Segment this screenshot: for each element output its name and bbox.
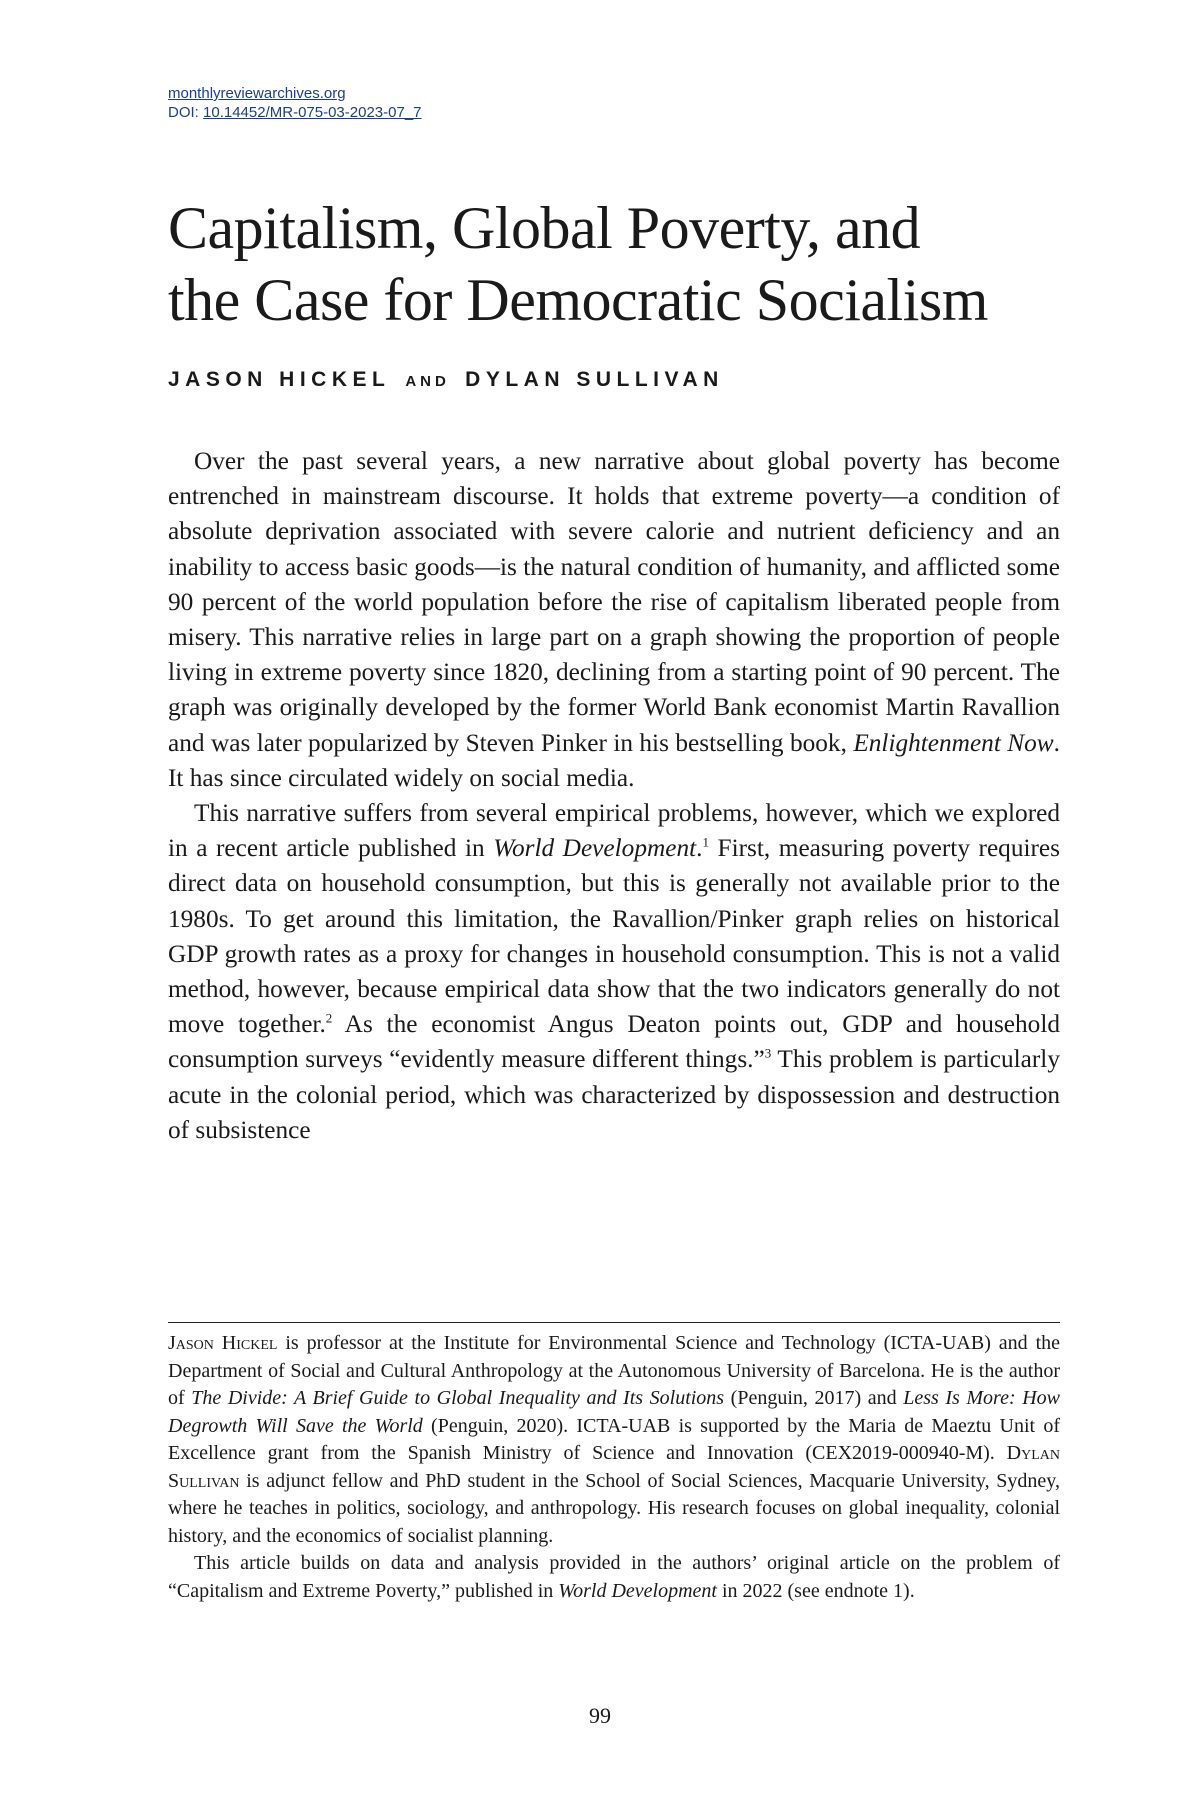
bio-text-c: (Penguin, 2020). ICTA-UAB is supported by the Maria de Maeztu Unit of Excellence grant from the Spanish Ministry of Science and Innovation (CEX2019-000940-M). [168, 1414, 1060, 1464]
source-journal: World Development [558, 1579, 717, 1602]
p2-text-d: This problem is particularly acute in the colonial period, which was characterized by dispossession and destruction of subsistence [168, 1045, 1060, 1144]
article-meta [168, 84, 1060, 122]
author-conjunction: AND [405, 373, 450, 390]
footnote-divider [168, 1322, 1060, 1323]
source-note [168, 1550, 1060, 1605]
doi-label: DOI: [168, 104, 199, 121]
title-line-2: the Case for Democratic Socialism [168, 267, 988, 333]
source-text-b: in 2022 (see endnote 1). [716, 1579, 915, 1602]
site-link[interactable]: monthlyreviewarchives.org [168, 85, 346, 102]
body-paragraph-1 [168, 444, 1060, 796]
bio-book-2: Less Is More: How Degrowth Will Save the World [168, 1387, 1060, 1437]
doi-link[interactable]: 10.14452/MR-075-03-2023-07_7 [203, 104, 422, 121]
author-byline [168, 368, 1060, 392]
p2-text-a: This narrative suffers from several empirical problems, however, which we explored in a recent article published in [168, 799, 1060, 863]
footnote-ref-3[interactable]: 3 [764, 1046, 772, 1062]
page-number: 99 [589, 1703, 611, 1728]
bio-text-d: is adjunct fellow and PhD student in the School of Social Sciences, Macquarie University, Sydney, where he teaches in politics, sociology, and anthropology. His research focuses on global inequality, colonial history, and the economics of socialist planning. [168, 1469, 1060, 1547]
article-page [168, 84, 1060, 1148]
bio-name-2: Dylan Sullivan [168, 1442, 1060, 1492]
bio-text-a: is professor at the Institute for Environmental Science and Technology (ICTA-UAB) and the Department of Social and Cultural Anthropology at the Autonomous University of Barcelona. He is the author of [168, 1332, 1061, 1409]
author-bio-note [168, 1330, 1060, 1550]
body-paragraph-2: This narrative suffers from several empirical problems, however, which we explored in a recent article published in World Development.$^1$ First, measuring poverty requires direct data on household consumption, but this is generally not available prior to the 1980s. To get around this limitation, the Ravallion/Pinker graph relies on historical GDP growth rates as a proxy for changes in household consumption. This is not a valid method, however, because empirical data show that the two indicators generally do not move together.$^2$ As the economist Angus Deaton points out, GDP and household consumption surveys “evidently measure different things.”$^3$ This problem is particularly acute in the colonial period, which was characterized by dispossession and destruction of subsistence [168, 799, 1060, 1144]
p2-text-c: As the economist Angus Deaton points out, GDP and household consumption surveys “evidently measure different things.” [168, 1010, 1060, 1074]
title-line-1: Capitalism, Global Poverty, and [168, 195, 921, 261]
footnote-ref-1[interactable]: 1 [702, 834, 709, 850]
author-notes [168, 1330, 1060, 1605]
bio-text-b: (Penguin, 2017) and [724, 1387, 904, 1409]
bio-name-1: Jason Hickel [168, 1332, 278, 1354]
article-title [168, 192, 1060, 336]
p2-text-b: First, measuring poverty requires direct data on household consumption, but this is generally not available prior to the 1980s. To get around this limitation, the Ravallion/Pinker graph relies on historical GDP growth rates as a proxy for changes in household consumption. This is not a valid method, however, because empirical data show that the two indicators generally do not move together. [168, 834, 1060, 1039]
p1-text-a: Over the past several years, a new narrative about global poverty has become entrenched in mainstream discourse. It holds that extreme poverty—a condition of absolute deprivation associated with severe calorie and nutrient deficiency and an inability to access basic goods—is the natural condition of humanity, and afflicted some 90 percent of the world population before the rise of capitalism liberated people from misery. This narrative relies in large part on a graph showing the proportion of people living in extreme poverty since 1820, declining from a starting point of 90 percent. The graph was originally developed by the former World Bank economist Martin Ravallion and was later popularized by Steven Pinker in his bestselling book, [168, 447, 1060, 757]
journal-title: World Development [493, 834, 697, 863]
article-body [168, 444, 1060, 1148]
author-1: JASON HICKEL [168, 368, 390, 391]
footnote-ref-2[interactable]: 2 [325, 1010, 333, 1026]
source-text-a: This article builds on data and analysis provided in the authors’ original article on the problem of “Capitalism and Extreme Poverty,” published in [168, 1552, 1060, 1602]
bio-book-1: The Divide: A Brief Guide to Global Inequality and Its Solutions [191, 1387, 725, 1409]
book-title: Enlightenment Now [853, 728, 1054, 757]
author-2: DYLAN SULLIVAN [465, 368, 724, 391]
p1-text-b: . It has since circulated widely on social media. [168, 728, 1060, 792]
